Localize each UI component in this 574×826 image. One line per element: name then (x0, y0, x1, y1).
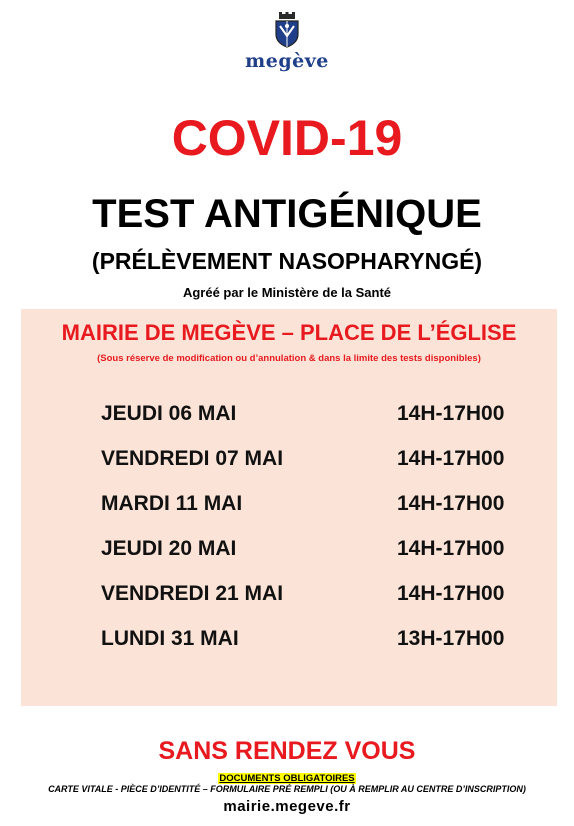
schedule-hours: 14H-17H00 (397, 537, 505, 560)
schedule-day: VENDREDI 07 MAI (101, 447, 284, 470)
logo-wordmark: megève (245, 50, 329, 72)
documents-list: CARTE VITALE - PIÈCE D’IDENTITÉ – FORMULAIRE PRÉ REMPLI (OU À REMPLIR AU CENTRE D’INSCRIPTION) (48, 784, 526, 794)
location-note: (Sous réserve de modification ou d’annulation & dans la limite des tests disponibles) (97, 353, 481, 364)
schedule-hours: 13H-17H00 (397, 627, 505, 650)
schedule-row (21, 534, 557, 579)
schedule-day: VENDREDI 21 MAI (101, 582, 284, 605)
schedule-hours: 14H-17H00 (397, 492, 505, 515)
schedule-day: MARDI 11 MAI (101, 492, 243, 515)
test-subtitle: (PRÉLÈVEMENT NASOPHARYNGÉ) (91, 248, 483, 274)
schedule-box (21, 309, 557, 706)
schedule-row (21, 579, 557, 624)
covid-headline: COVID-19 (171, 110, 403, 166)
location-title: MAIRIE DE MEGÈVE – PLACE DE L’ÉGLISE (61, 320, 517, 345)
schedule-row (21, 444, 557, 489)
schedule-row (21, 624, 557, 669)
no-appointment-text: SANS RENDEZ VOUS (158, 737, 416, 765)
documents-label-text: DOCUMENTS OBLIGATOIRES (219, 773, 355, 784)
website-link[interactable]: mairie.megeve.fr (223, 798, 351, 815)
approval-text: Agréé par le Ministère de la Santé (182, 285, 392, 300)
test-title: TEST ANTIGÉNIQUE (92, 192, 482, 236)
schedule-day: JEUDI 20 MAI (101, 537, 237, 560)
schedule-hours: 14H-17H00 (397, 402, 505, 425)
megeve-crest-icon (272, 12, 302, 48)
schedule-hours: 14H-17H00 (397, 447, 505, 470)
schedule-row (21, 399, 557, 444)
schedule-day: JEUDI 06 MAI (101, 402, 237, 425)
schedule-row (21, 489, 557, 534)
logo (0, 12, 574, 72)
schedule-day: LUNDI 31 MAI (101, 627, 239, 650)
schedule-list (21, 399, 557, 669)
schedule-hours: 14H-17H00 (397, 582, 505, 605)
